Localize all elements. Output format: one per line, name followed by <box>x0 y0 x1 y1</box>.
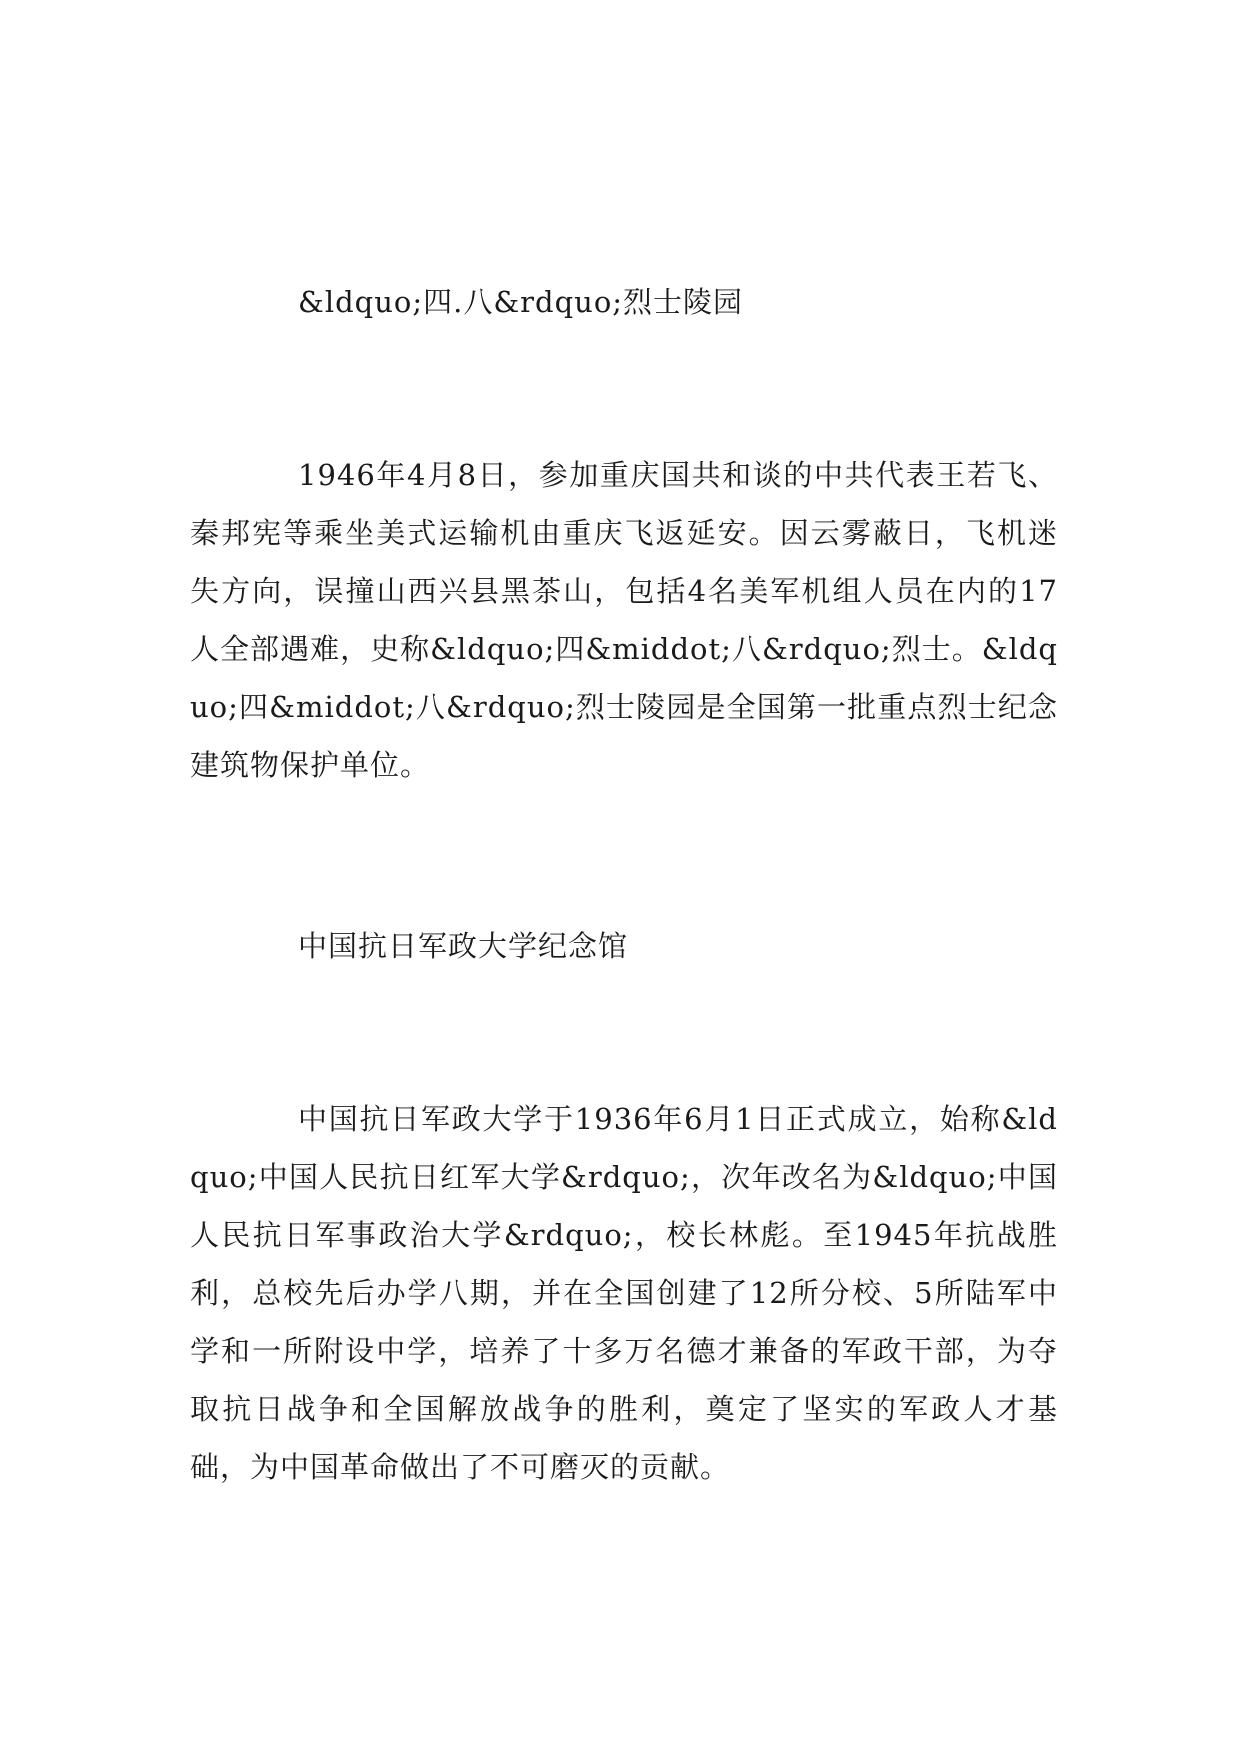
section-paragraph-memorial-cemetery: 1946年4月8日，参加重庆国共和谈的中共代表王若飞、秦邦宪等乘坐美式运输机由重庆飞返延安。因云雾蔽日，飞机迷失方向，误撞山西兴县黑茶山，包括4名美军机组人员在内的17人全部遇难，史称&ldquo;四&middot;八&rdquo;烈士。&ldquo;四&middot;八&rdquo;烈士陵园是全国第一批重点烈士纪念建筑物保护单位。 <box>190 458 1058 782</box>
section-heading-memorial-cemetery: &ldquo;四.八&rdquo;烈士陵园 <box>298 285 744 319</box>
section-heading-kangda-museum: 中国抗日军政大学纪念馆 <box>298 929 629 963</box>
section-paragraph-kangda-museum: 中国抗日军政大学于1936年6月1日正式成立，始称&ldquo;中国人民抗日红军大学&rdquo;，次年改名为&ldquo;中国人民抗日军事政治大学&rdquo;，校长林彪。至1945年抗战胜利，总校先后办学八期，并在全国创建了12所分校、5所陆军中学和一所附设中学，培养了十多万名德才兼备的军政干部，为夺取抗日战争和全国解放战争的胜利，奠定了坚实的军政人才基础，为中国革命做出了不可磨灭的贡献。 <box>190 1102 1058 1484</box>
